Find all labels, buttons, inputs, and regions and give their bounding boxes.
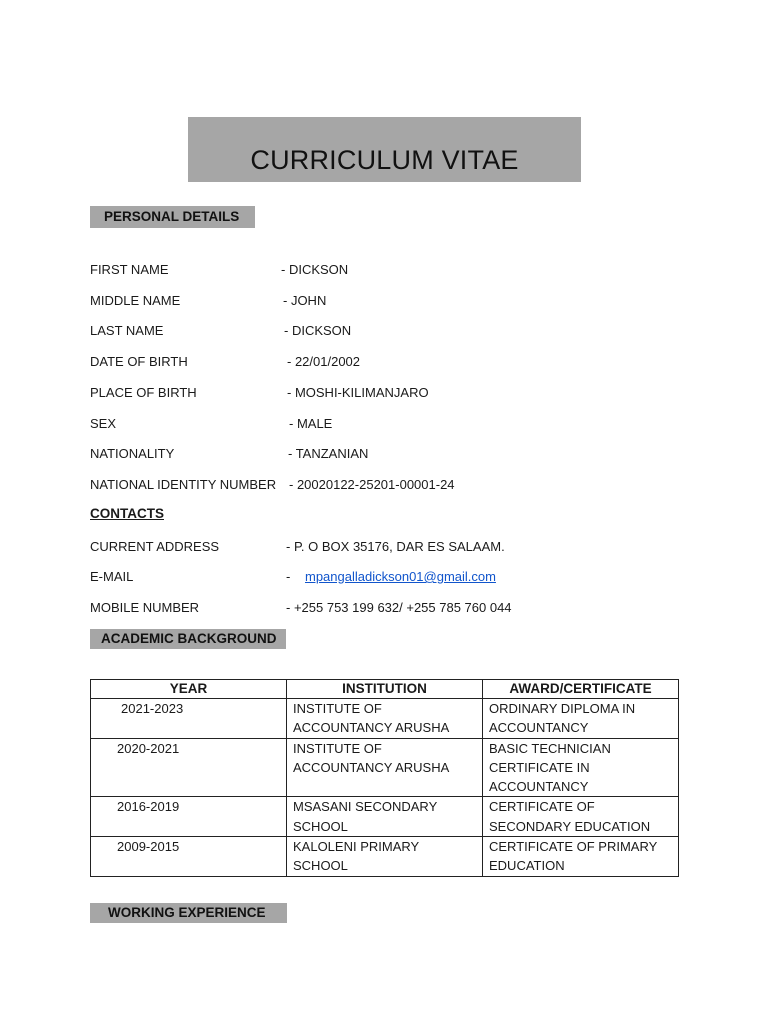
table-row (91, 837, 679, 877)
column-header-award: AWARD/CERTIFICATE (483, 680, 679, 699)
cell-year: 2016-2019 (91, 797, 287, 837)
table-header-row (91, 680, 679, 699)
field-label: E-MAIL (90, 569, 134, 584)
section-personal-details: PERSONAL DETAILS (90, 206, 255, 228)
field-value: - DICKSON (284, 323, 352, 338)
field-label: LAST NAME (90, 323, 164, 338)
email-link[interactable]: mpangalladickson01@gmail.com (305, 569, 496, 584)
section-working-experience: WORKING EXPERIENCE (90, 903, 287, 923)
field-label: CURRENT ADDRESS (90, 539, 220, 554)
column-header-year: YEAR (91, 680, 287, 699)
section-academic-background: ACADEMIC BACKGROUND (90, 629, 286, 649)
field-value: - +255 753 199 632/ +255 785 760 044 (286, 600, 512, 615)
field-value: - JOHN (283, 293, 327, 308)
cell-institution: INSTITUTE OF ACCOUNTANCY ARUSHA (287, 699, 483, 739)
field-value: - DICKSON (281, 262, 349, 277)
column-header-institution: INSTITUTION (287, 680, 483, 699)
document-title: CURRICULUM VITAE (250, 145, 519, 175)
cell-year: 2021-2023 (91, 699, 287, 739)
field-label: NATIONALITY (90, 446, 175, 461)
field-value: - 22/01/2002 (287, 354, 361, 369)
cell-institution: INSTITUTE OF ACCOUNTANCY ARUSHA (287, 738, 483, 797)
field-label: DATE OF BIRTH (90, 354, 188, 369)
field-value: - P. O BOX 35176, DAR ES SALAAM. (286, 539, 505, 554)
field-value: - TANZANIAN (288, 446, 369, 461)
contacts-heading: CONTACTS (90, 506, 164, 521)
table-row (91, 738, 679, 797)
table-row (91, 699, 679, 739)
cell-year: 2020-2021 (91, 738, 287, 797)
cell-award: CERTIFICATE OF SECONDARY EDUCATION (483, 797, 679, 837)
academic-table (90, 679, 679, 877)
cell-institution: KALOLENI PRIMARY SCHOOL (287, 837, 483, 877)
field-label: PLACE OF BIRTH (90, 385, 197, 400)
cell-award: CERTIFICATE OF PRIMARY EDUCATION (483, 837, 679, 877)
field-value: - 20020122-25201-00001-24 (289, 477, 455, 492)
cell-award: BASIC TECHNICIAN CERTIFICATE IN ACCOUNTANCY (483, 738, 679, 797)
email-dash: - (286, 569, 291, 584)
cell-award: ORDINARY DIPLOMA IN ACCOUNTANCY (483, 699, 679, 739)
field-value: - MOSHI-KILIMANJARO (287, 385, 429, 400)
field-label: NATIONAL IDENTITY NUMBER (90, 477, 277, 492)
field-label: MIDDLE NAME (90, 293, 181, 308)
table-row (91, 797, 679, 837)
cell-year: 2009-2015 (91, 837, 287, 877)
field-value: - MALE (289, 416, 333, 431)
title-banner (188, 117, 581, 182)
field-label: MOBILE NUMBER (90, 600, 200, 615)
cell-institution: MSASANI SECONDARY SCHOOL (287, 797, 483, 837)
field-label: SEX (90, 416, 117, 431)
field-label: FIRST NAME (90, 262, 169, 277)
